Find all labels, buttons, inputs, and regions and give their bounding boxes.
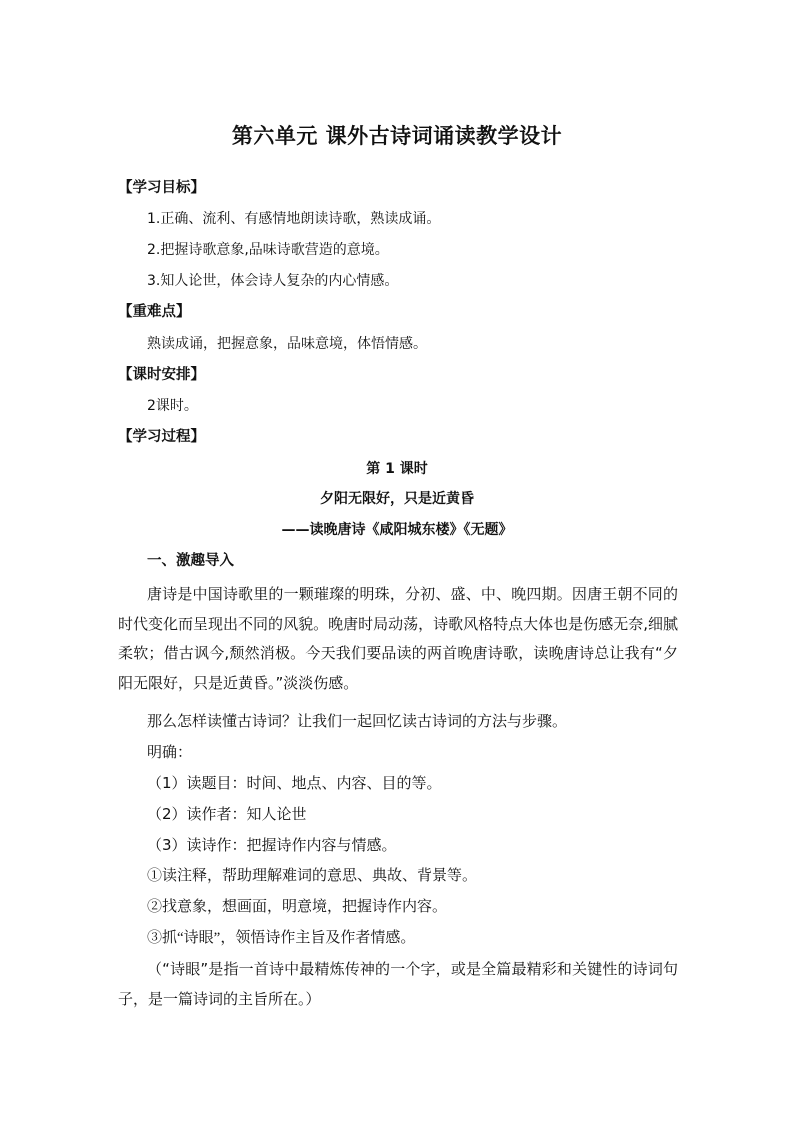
part1-heading: 一、激趣导入	[147, 553, 234, 569]
substep-item: ①读注释，帮助理解难词的意思、典故、背景等。	[147, 868, 478, 884]
document-title: 第六单元 课外古诗词诵读教学设计	[231, 124, 563, 148]
schedule-heading: 【课时安排】	[118, 367, 205, 383]
step-item: （2）读作者：知人论世	[147, 805, 307, 823]
schedule-text: 2课时。	[147, 398, 198, 414]
step-item: （1）读题目：时间、地点、内容、目的等。	[147, 774, 442, 792]
goal-item: 3.知人论世，体会诗人复杂的内心情感。	[147, 273, 399, 289]
substep-item: ②找意象，想画面，明意境，把握诗作内容。	[147, 899, 448, 915]
process-heading: 【学习过程】	[118, 429, 205, 445]
substep-item: ③抓“诗眼”，领悟诗作主旨及作者情感。	[147, 930, 416, 946]
lesson-subtitle-2: ——读晚唐诗《咸阳城东楼》《无题》	[281, 522, 513, 538]
goals-heading: 【学习目标】	[118, 180, 205, 196]
step-item: （3）读诗作：把握诗作内容与情感。	[147, 836, 397, 854]
goal-item: 2.把握诗歌意象,品味诗歌营造的意境。	[147, 242, 389, 258]
intro-paragraph: 唐诗是中国诗歌里的一颗璀璨的明珠，分初、盛、中、晚四期。因唐王朝不同的时代变化而呈现出不同的风貌。晚唐时局动荡，诗歌风格特点大体也是伤感无奈,细腻柔软；借古讽今,颓然消极。今天我们要品读的两首晚唐诗歌，读晚唐诗总让我有“夕阳无限好，只是近黄昏。”淡淡伤感。	[118, 585, 678, 692]
goal-item: 1.正确、流利、有感情地朗读诗歌，熟读成诵。	[147, 211, 441, 227]
note-paragraph: （“诗眼”是指一首诗中最精炼传神的一个字，或是全篇最精彩和关键性的诗词句子，是一篇诗词的主旨所在。）	[118, 960, 678, 1008]
key-points-text: 熟读成诵，把握意象，品味意境，体悟情感。	[147, 336, 427, 352]
question-paragraph: 那么怎样读懂古诗词？让我们一起回忆读古诗词的方法与步骤。	[147, 712, 568, 730]
key-points-heading: 【重难点】	[118, 304, 191, 320]
clarify-label: 明确：	[147, 743, 193, 761]
lesson-label: 第 1 课时	[366, 461, 428, 477]
lesson-subtitle: 夕阳无限好，只是近黄昏	[320, 491, 474, 507]
